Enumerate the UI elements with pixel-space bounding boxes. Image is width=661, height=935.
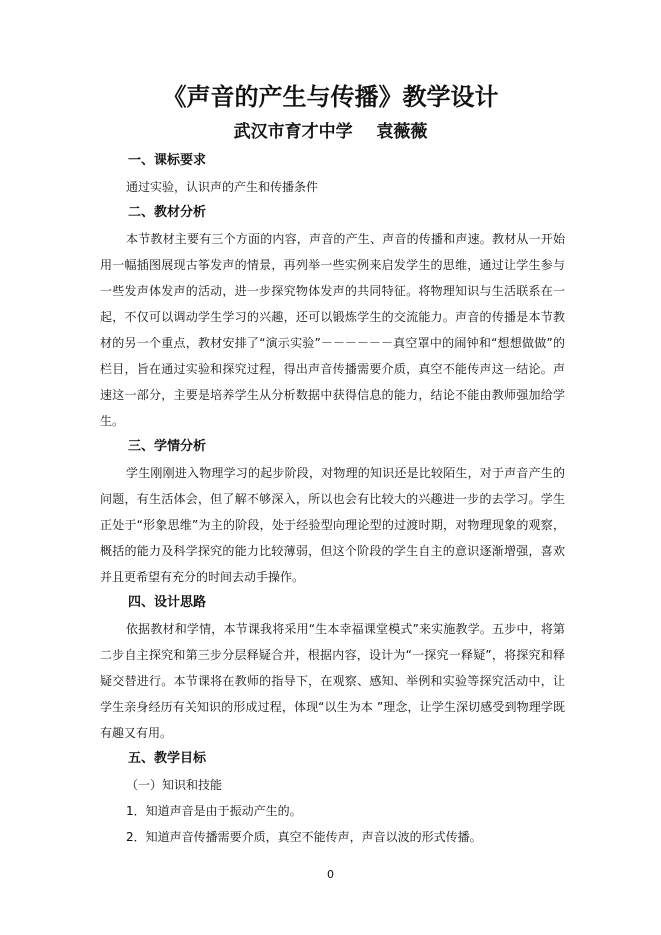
objective-item-2: 2．知道声音传播需要介质，真空不能传声，声音以波的形式传播。	[126, 830, 482, 844]
section-heading-curriculum: 一、课标要求	[128, 153, 207, 168]
document-title: 《声音的产生与传播》教学设计	[162, 82, 499, 111]
page-number: 0	[327, 868, 334, 881]
section-heading-learner-analysis: 三、学情分析	[128, 439, 207, 454]
section-text-design-approach: 依据教材和学情，本节课我将采用“生本幸福课堂模式”来实施教学。五步中，将第二步自主探究和第三步分层释疑合并，根据内容，设计为“一探究一释疑”，将探究和释疑交替进行。本节课将在教师的指导下，在观察、感知、举例和实验等探究活动中，让学生亲身经历有关知识的形成过程，体现“以生为本 ”理念，让学生深切感受到物理学既有趣又有用。	[100, 622, 565, 740]
section-heading-design-approach: 四、设计思路	[128, 595, 207, 610]
section-heading-textbook-analysis: 二、教材分析	[128, 205, 207, 220]
section-text-curriculum: 通过实验，认识声的产生和传播条件	[126, 180, 319, 194]
document-body	[100, 148, 565, 850]
objective-subheading: （一）知识和技能	[126, 778, 223, 792]
section-text-learner-analysis: 学生刚刚进入物理学习的起步阶段，对物理的知识还是比较陌生，对于声音产生的问题，有生活体会，但了解不够深入，所以也会有比较大的兴趣进一步的去学习。学生正处于“形象思维”为主的阶段，处于经验型向理论型的过渡时期，对物理现象的观察，概括的能力及科学探究的能力比较薄弱，但这个阶段的学生自主的意识逐渐增强，喜欢并且更希望有充分的时间去动手操作。	[100, 466, 565, 584]
section-text-textbook-analysis: 本节教材主要有三个方面的内容，声音的产生、声音的传播和声速。教材从一开始用一幅插图展现古筝发声的情景，再列举一些实例来启发学生的思维，通过让学生参与一些发声体发声的活动，进一步探究物体发声的共同特征。将物理知识与生活联系在一起，不仅可以调动学生学习的兴趣，还可以锻炼学生的交流能力。声音的传播是本节教材的另一个重点，教材安排了“演示实验”－－－－－－真空罩中的闹钟和“想想做做”的栏目，旨在通过实验和探究过程，得出声音传播需要介质，真空不能传声这一结论。声速这一部分，主要是培养学生从分析数据中获得信息的能力，结论不能由教师强加给学生。	[100, 232, 565, 428]
section-heading-teaching-objectives: 五、教学目标	[128, 751, 207, 766]
objective-item-1: 1．知道声音是由于振动产生的。	[126, 804, 302, 818]
document-author: 武汉市育才中学 袁薇薇	[233, 122, 428, 142]
